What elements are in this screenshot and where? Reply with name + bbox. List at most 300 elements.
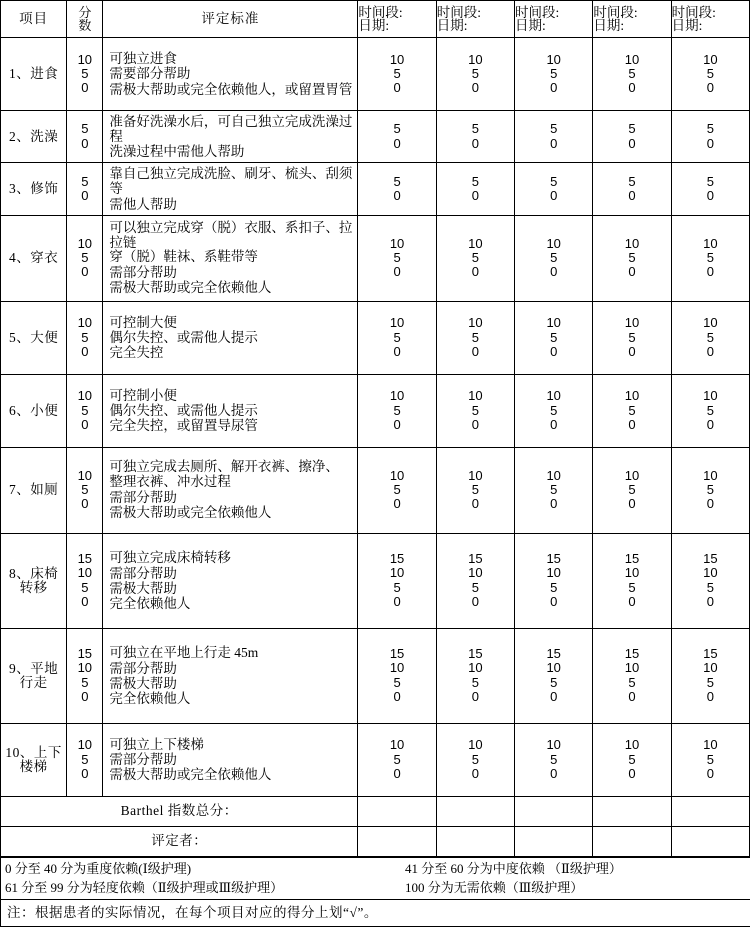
- data-value: 10: [625, 53, 639, 67]
- date-label: 日期:: [593, 19, 670, 33]
- data-value: 0: [393, 690, 400, 704]
- criteria-text: 需他人帮助: [103, 197, 177, 212]
- header-period-column-4[interactable]: [593, 1, 671, 38]
- data-value: 10: [546, 661, 560, 675]
- assessor-input-5[interactable]: [671, 826, 749, 856]
- row-data-column-4[interactable]: [593, 163, 671, 215]
- row-data-column-3[interactable]: [515, 38, 593, 111]
- data-value: 10: [390, 566, 404, 580]
- data-value: 0: [472, 595, 479, 609]
- row-data-column-2[interactable]: [436, 38, 514, 111]
- row-data-column-3[interactable]: [515, 533, 593, 628]
- note-row: [1, 900, 750, 927]
- score-value: 0: [81, 265, 88, 279]
- criteria-text: 可独立在平地上行走 45m: [103, 645, 258, 660]
- data-value: 10: [468, 316, 482, 330]
- legend-independent: 100 分为无需依赖（Ⅲ级护理）: [405, 879, 750, 898]
- row-data-column-5[interactable]: [671, 723, 749, 796]
- score-value: 5: [81, 251, 88, 265]
- table-row: [1, 374, 750, 447]
- data-value: 0: [550, 81, 557, 95]
- table-row: [1, 215, 750, 301]
- criteria-text: 需部分帮助: [103, 265, 177, 280]
- row-data-column-4[interactable]: [593, 111, 671, 163]
- assessor-input-4[interactable]: [593, 826, 671, 856]
- data-value: 5: [628, 331, 635, 345]
- row-criteria-list: [103, 628, 358, 723]
- row-item-line1: 7、如厕: [9, 482, 58, 497]
- data-value: 10: [390, 389, 404, 403]
- data-value: 10: [625, 389, 639, 403]
- data-value: 10: [390, 53, 404, 67]
- row-data-column-1[interactable]: [358, 723, 436, 796]
- row-data-column-4[interactable]: [593, 215, 671, 301]
- row-item-label: [1, 38, 67, 111]
- total-score-label: Barthel 指数总分：: [1, 796, 358, 826]
- score-value: 0: [81, 81, 88, 95]
- criteria-text: 需极大帮助: [103, 581, 177, 596]
- row-score-list: [67, 374, 103, 447]
- row-data-column-1[interactable]: [358, 301, 436, 374]
- row-score-list: [67, 533, 103, 628]
- data-value: 5: [550, 331, 557, 345]
- row-data-column-5[interactable]: [671, 533, 749, 628]
- row-data-column-5[interactable]: [671, 163, 749, 215]
- row-data-column-3[interactable]: [515, 301, 593, 374]
- criteria-text: 需部分帮助: [103, 490, 177, 505]
- criteria-text: 洗澡过程中需他人帮助: [103, 144, 244, 159]
- data-value: 10: [546, 389, 560, 403]
- data-value: 10: [390, 469, 404, 483]
- row-item-label: [1, 723, 67, 796]
- data-value: 15: [625, 552, 639, 566]
- data-value: 15: [546, 552, 560, 566]
- data-value: 0: [550, 767, 557, 781]
- data-value: 10: [703, 389, 717, 403]
- row-data-column-2[interactable]: [436, 447, 514, 533]
- total-score-input-3[interactable]: [515, 796, 593, 826]
- criteria-text: 靠自己独立完成洗脸、刷牙、梳头、刮须等: [103, 166, 357, 196]
- score-value: 10: [78, 53, 92, 67]
- data-value: 5: [550, 251, 557, 265]
- criteria-text: 需极大帮助或完全依赖他人，或留置胃管: [103, 82, 352, 97]
- data-value: 5: [628, 483, 635, 497]
- row-data-column-4[interactable]: [593, 628, 671, 723]
- row-data-column-2[interactable]: [436, 628, 514, 723]
- row-criteria-list: [103, 301, 358, 374]
- data-value: 0: [628, 81, 635, 95]
- data-value: 10: [390, 237, 404, 251]
- row-score-list: [67, 163, 103, 215]
- criteria-text: 需极大帮助或完全依赖他人: [103, 767, 271, 782]
- row-item-label: [1, 111, 67, 163]
- data-value: 5: [550, 67, 557, 81]
- data-value: 0: [472, 418, 479, 432]
- data-value: 10: [625, 738, 639, 752]
- data-value: 5: [393, 122, 400, 136]
- row-data-column-2[interactable]: [436, 723, 514, 796]
- header-period-column-2[interactable]: [436, 1, 514, 38]
- row-criteria-list: [103, 533, 358, 628]
- score-value: 5: [81, 67, 88, 81]
- criteria-text: [103, 460, 339, 489]
- score-value: 10: [78, 661, 92, 675]
- legend-line-1: [5, 860, 750, 879]
- assessor-input-3[interactable]: [515, 826, 593, 856]
- row-data-column-5[interactable]: [671, 628, 749, 723]
- row-item-line1: 2、洗澡: [9, 129, 58, 144]
- row-criteria-list: [103, 447, 358, 533]
- table-header-row: [1, 1, 750, 38]
- score-value: 0: [81, 137, 88, 151]
- score-value: 5: [81, 404, 88, 418]
- data-value: 0: [393, 137, 400, 151]
- data-value: 10: [468, 237, 482, 251]
- data-value: 10: [546, 738, 560, 752]
- data-value: 5: [393, 175, 400, 189]
- data-value: 10: [546, 53, 560, 67]
- note-cell: [1, 900, 750, 927]
- data-value: 10: [703, 53, 717, 67]
- period-label: 时间段:: [593, 6, 670, 20]
- data-value: 5: [393, 753, 400, 767]
- period-label: 时间段:: [672, 6, 749, 20]
- row-data-column-1[interactable]: [358, 111, 436, 163]
- score-value: 0: [81, 690, 88, 704]
- score-value: 0: [81, 345, 88, 359]
- row-data-column-3[interactable]: [515, 163, 593, 215]
- legend-mild: 61 分至 99 分为轻度依赖（Ⅱ级护理或Ⅲ级护理）: [5, 879, 405, 898]
- criteria-text: 完全失控: [103, 345, 163, 360]
- criteria-text: [103, 221, 357, 265]
- score-value: 10: [78, 566, 92, 580]
- row-data-column-3[interactable]: [515, 215, 593, 301]
- data-value: 5: [550, 581, 557, 595]
- row-data-column-2[interactable]: [436, 215, 514, 301]
- data-value: 15: [468, 647, 482, 661]
- data-value: 0: [707, 497, 714, 511]
- header-period-column-1[interactable]: [358, 1, 436, 38]
- row-criteria-list: [103, 111, 358, 163]
- row-data-column-2[interactable]: [436, 374, 514, 447]
- score-value: 0: [81, 189, 88, 203]
- data-value: 5: [393, 331, 400, 345]
- data-value: 0: [707, 345, 714, 359]
- data-value: 5: [472, 404, 479, 418]
- data-value: 0: [628, 137, 635, 151]
- note-text: 注：根据患者的实际情况，在每个项目对应的得分上划“√”。: [1, 900, 750, 926]
- data-value: 5: [472, 67, 479, 81]
- criteria-text: 需要部分帮助: [103, 66, 190, 81]
- row-data-column-1[interactable]: [358, 628, 436, 723]
- row-data-column-1[interactable]: [358, 163, 436, 215]
- row-data-column-4[interactable]: [593, 723, 671, 796]
- data-value: 15: [546, 647, 560, 661]
- data-value: 5: [707, 122, 714, 136]
- row-criteria-list: [103, 215, 358, 301]
- header-item: 项目: [1, 1, 67, 38]
- data-value: 0: [628, 265, 635, 279]
- score-value: 5: [81, 753, 88, 767]
- data-value: 0: [472, 81, 479, 95]
- data-value: 10: [468, 738, 482, 752]
- data-value: 5: [628, 676, 635, 690]
- score-value: 5: [81, 483, 88, 497]
- data-value: 0: [393, 497, 400, 511]
- row-data-column-5[interactable]: [671, 215, 749, 301]
- assessor-input-2[interactable]: [436, 826, 514, 856]
- row-data-column-4[interactable]: [593, 374, 671, 447]
- data-value: 5: [628, 251, 635, 265]
- row-data-column-3[interactable]: [515, 723, 593, 796]
- data-value: 15: [468, 552, 482, 566]
- data-value: 5: [707, 175, 714, 189]
- row-item-line1: 4、穿衣: [9, 250, 58, 265]
- row-criteria-list: [103, 163, 358, 215]
- data-value: 5: [393, 676, 400, 690]
- data-value: 0: [550, 345, 557, 359]
- assessor-label: 评定者：: [1, 826, 358, 856]
- table-row: [1, 723, 750, 796]
- row-item-line1: 3、修饰: [9, 181, 58, 196]
- row-item-line2: 楼梯: [1, 760, 66, 774]
- data-value: 5: [707, 483, 714, 497]
- row-data-column-4[interactable]: [593, 533, 671, 628]
- criteria-text-line1: 可以独立完成穿（脱）衣服、系扣子、拉拉链: [109, 221, 357, 250]
- row-data-column-1[interactable]: [358, 215, 436, 301]
- row-data-column-2[interactable]: [436, 111, 514, 163]
- data-value: 10: [625, 566, 639, 580]
- data-value: 10: [703, 469, 717, 483]
- row-item-line1: 8、床椅: [9, 566, 58, 581]
- data-value: 0: [628, 345, 635, 359]
- date-label: 日期:: [358, 19, 435, 33]
- data-value: 5: [628, 67, 635, 81]
- row-item-label: [1, 163, 67, 215]
- data-value: 5: [472, 483, 479, 497]
- criteria-text: 需部分帮助: [103, 661, 177, 676]
- score-value: 0: [81, 595, 88, 609]
- row-data-column-1[interactable]: [358, 447, 436, 533]
- legend-cell: [1, 857, 750, 900]
- criteria-text: 可独立完成床椅转移: [103, 550, 231, 565]
- data-value: 15: [703, 552, 717, 566]
- data-value: 10: [468, 661, 482, 675]
- data-value: 5: [472, 122, 479, 136]
- score-value: 5: [81, 676, 88, 690]
- criteria-text: 需部分帮助: [103, 752, 177, 767]
- row-data-column-4[interactable]: [593, 301, 671, 374]
- data-value: 5: [707, 753, 714, 767]
- score-value: 0: [81, 767, 88, 781]
- row-data-column-1[interactable]: [358, 38, 436, 111]
- row-data-column-5[interactable]: [671, 301, 749, 374]
- data-value: 10: [625, 316, 639, 330]
- score-value: 15: [78, 552, 92, 566]
- score-value: 10: [78, 237, 92, 251]
- criteria-text: 准备好洗澡水后，可自己独立完成洗澡过程: [103, 114, 357, 144]
- data-value: 0: [707, 767, 714, 781]
- score-value: 5: [81, 122, 88, 136]
- data-value: 0: [628, 767, 635, 781]
- data-value: 0: [393, 345, 400, 359]
- row-score-list: [67, 447, 103, 533]
- data-value: 0: [707, 189, 714, 203]
- data-value: 0: [472, 265, 479, 279]
- row-data-column-5[interactable]: [671, 38, 749, 111]
- data-value: 5: [707, 404, 714, 418]
- data-value: 5: [707, 251, 714, 265]
- data-value: 0: [550, 418, 557, 432]
- row-item-line2: 行走: [1, 676, 66, 690]
- data-value: 5: [472, 331, 479, 345]
- data-value: 0: [393, 81, 400, 95]
- data-value: 0: [550, 690, 557, 704]
- data-value: 10: [390, 738, 404, 752]
- row-score-list: [67, 38, 103, 111]
- data-value: 0: [707, 418, 714, 432]
- data-value: 10: [546, 469, 560, 483]
- data-value: 0: [550, 497, 557, 511]
- row-data-column-2[interactable]: [436, 533, 514, 628]
- row-item-label: [1, 628, 67, 723]
- table-row: [1, 111, 750, 163]
- data-value: 10: [468, 389, 482, 403]
- row-data-column-3[interactable]: [515, 111, 593, 163]
- header-period-column-5[interactable]: [671, 1, 749, 38]
- row-data-column-4[interactable]: [593, 38, 671, 111]
- row-data-column-2[interactable]: [436, 163, 514, 215]
- data-value: 5: [393, 581, 400, 595]
- row-score-list: [67, 111, 103, 163]
- table-row: [1, 628, 750, 723]
- total-score-input-1[interactable]: [358, 796, 436, 826]
- criteria-text: 需极大帮助或完全依赖他人: [103, 280, 271, 295]
- score-value: 0: [81, 418, 88, 432]
- data-value: 0: [550, 265, 557, 279]
- legend-row: [1, 857, 750, 900]
- data-value: 5: [393, 404, 400, 418]
- data-value: 0: [472, 189, 479, 203]
- data-value: 0: [628, 690, 635, 704]
- row-data-column-3[interactable]: [515, 447, 593, 533]
- period-label: 时间段:: [437, 6, 514, 20]
- row-criteria-list: [103, 38, 358, 111]
- data-value: 0: [628, 189, 635, 203]
- data-value: 5: [393, 67, 400, 81]
- criteria-text: 需极大帮助: [103, 676, 177, 691]
- score-value: 5: [81, 175, 88, 189]
- data-value: 0: [472, 345, 479, 359]
- data-value: 5: [472, 581, 479, 595]
- data-value: 0: [472, 690, 479, 704]
- row-data-column-5[interactable]: [671, 111, 749, 163]
- data-value: 0: [550, 137, 557, 151]
- row-data-column-3[interactable]: [515, 628, 593, 723]
- data-value: 15: [390, 552, 404, 566]
- score-value: 5: [81, 331, 88, 345]
- row-data-column-4[interactable]: [593, 447, 671, 533]
- data-value: 5: [550, 175, 557, 189]
- criteria-text-line2: 穿（脱）鞋袜、系鞋带等: [109, 250, 357, 265]
- criteria-text: 可独立进食: [103, 51, 177, 66]
- row-data-column-5[interactable]: [671, 447, 749, 533]
- total-score-input-5[interactable]: [671, 796, 749, 826]
- data-value: 5: [472, 175, 479, 189]
- assessor-input-1[interactable]: [358, 826, 436, 856]
- score-value: 10: [78, 316, 92, 330]
- table-row: [1, 163, 750, 215]
- data-value: 0: [550, 595, 557, 609]
- period-label: 时间段:: [515, 6, 592, 20]
- total-score-input-4[interactable]: [593, 796, 671, 826]
- header-period-column-3[interactable]: [515, 1, 593, 38]
- data-value: 0: [628, 497, 635, 511]
- criteria-text: 可控制大便: [103, 315, 177, 330]
- summary-row: [1, 796, 750, 826]
- data-value: 5: [393, 251, 400, 265]
- total-score-input-2[interactable]: [436, 796, 514, 826]
- score-value: 10: [78, 469, 92, 483]
- date-label: 日期:: [437, 19, 514, 33]
- data-value: 5: [628, 122, 635, 136]
- data-value: 10: [703, 316, 717, 330]
- row-data-column-3[interactable]: [515, 374, 593, 447]
- data-value: 0: [550, 189, 557, 203]
- data-value: 5: [550, 404, 557, 418]
- data-value: 10: [546, 566, 560, 580]
- data-value: 5: [628, 753, 635, 767]
- legend-block: [1, 858, 750, 900]
- data-value: 0: [707, 265, 714, 279]
- data-value: 5: [472, 753, 479, 767]
- criteria-text: 偶尔失控、或需他人提示: [103, 330, 258, 345]
- row-criteria-list: [103, 374, 358, 447]
- table-row: [1, 533, 750, 628]
- data-value: 0: [472, 767, 479, 781]
- row-data-column-5[interactable]: [671, 374, 749, 447]
- data-value: 5: [550, 122, 557, 136]
- row-item-label: [1, 301, 67, 374]
- data-value: 10: [390, 316, 404, 330]
- data-value: 10: [703, 661, 717, 675]
- criteria-text: 完全依赖他人: [103, 596, 190, 611]
- data-value: 5: [472, 676, 479, 690]
- data-value: 10: [625, 469, 639, 483]
- table-row: [1, 301, 750, 374]
- data-value: 5: [628, 175, 635, 189]
- data-value: 0: [707, 595, 714, 609]
- date-label: 日期:: [515, 19, 592, 33]
- data-value: 5: [472, 251, 479, 265]
- data-value: 10: [703, 738, 717, 752]
- row-data-column-1[interactable]: [358, 374, 436, 447]
- criteria-text: 完全依赖他人: [103, 691, 190, 706]
- row-score-list: [67, 628, 103, 723]
- legend-moderate: 41 分至 60 分为中度依赖 （Ⅱ级护理）: [405, 860, 750, 879]
- row-item-label: [1, 447, 67, 533]
- data-value: 15: [390, 647, 404, 661]
- data-value: 15: [625, 647, 639, 661]
- row-data-column-1[interactable]: [358, 533, 436, 628]
- row-data-column-2[interactable]: [436, 301, 514, 374]
- row-criteria-list: [103, 723, 358, 796]
- header-score-line2: 数: [78, 19, 91, 32]
- legend-severe: 0 分至 40 分为重度依赖(Ⅰ级护理): [5, 860, 405, 879]
- data-value: 10: [468, 53, 482, 67]
- data-value: 10: [625, 237, 639, 251]
- data-value: 5: [550, 483, 557, 497]
